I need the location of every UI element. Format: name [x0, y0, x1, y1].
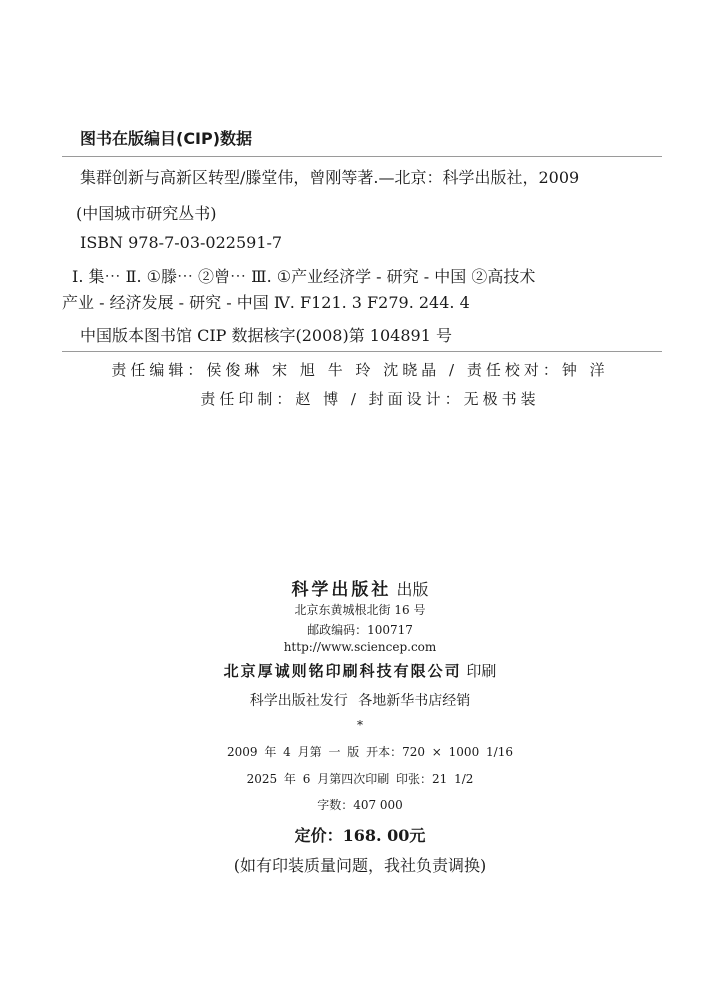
quality-notice: (如有印装质量问题，我社负责调换): [233, 856, 487, 875]
cip-subject-line-1: Ⅰ. 集⋯ Ⅱ. ①滕⋯ ②曾⋯ Ⅲ. ①产业经济学 - 研究 - 中国 ②高技术: [72, 267, 536, 286]
cip-isbn: ISBN 978-7-03-022591-7: [80, 233, 283, 252]
printer-line: [0, 660, 720, 681]
credits-production: 责任印制：赵 博 / 封面设计：无极书装: [200, 390, 540, 408]
distribution-line: 科学出版社发行 各地新华书店经销: [249, 693, 471, 709]
printer-name: 北京厚诚则铭印刷科技有限公司: [223, 662, 462, 680]
cip-title-line: 集群创新与高新区转型/滕堂伟，曾刚等著.—北京：科学出版社，2009: [80, 168, 580, 187]
publisher-address: 北京东黄城根北街 16 号: [294, 603, 426, 617]
word-count: 字数：407 000: [317, 798, 403, 812]
cip-library-record: 中国版本图书馆 CIP 数据核字(2008)第 104891 号: [80, 326, 452, 345]
separator-asterisk: *: [357, 718, 363, 732]
publisher-name: 科学出版社: [291, 580, 392, 600]
print-word: 印刷: [466, 662, 497, 680]
publish-word: 出版: [396, 580, 429, 599]
publisher-line: [0, 575, 720, 600]
top-divider: [62, 156, 662, 157]
cip-subject-line-2: 产业 - 经济发展 - 研究 - 中国 Ⅳ. F121. 3 F279. 244. 4: [62, 293, 470, 312]
price: 定价：168. 00元: [294, 826, 426, 845]
edition-current: 2025 年 6 月第四次印刷 印张：21 1/2: [246, 772, 474, 786]
credits-editors: 责任编辑：侯俊琳 宋 旭 牛 玲 沈晓晶 / 责任校对：钟 洋: [111, 361, 609, 379]
edition-first: 2009 年 4 月第 一 版 开本：720 × 1000 1/16: [227, 745, 513, 759]
cip-heading: 图书在版编目(CIP)数据: [80, 129, 253, 148]
publisher-postcode: 邮政编码：100717: [307, 623, 413, 637]
cip-series: (中国城市研究丛书): [76, 204, 217, 223]
publisher-url: http://www.sciencep.com: [283, 640, 437, 654]
bottom-divider: [62, 351, 662, 352]
